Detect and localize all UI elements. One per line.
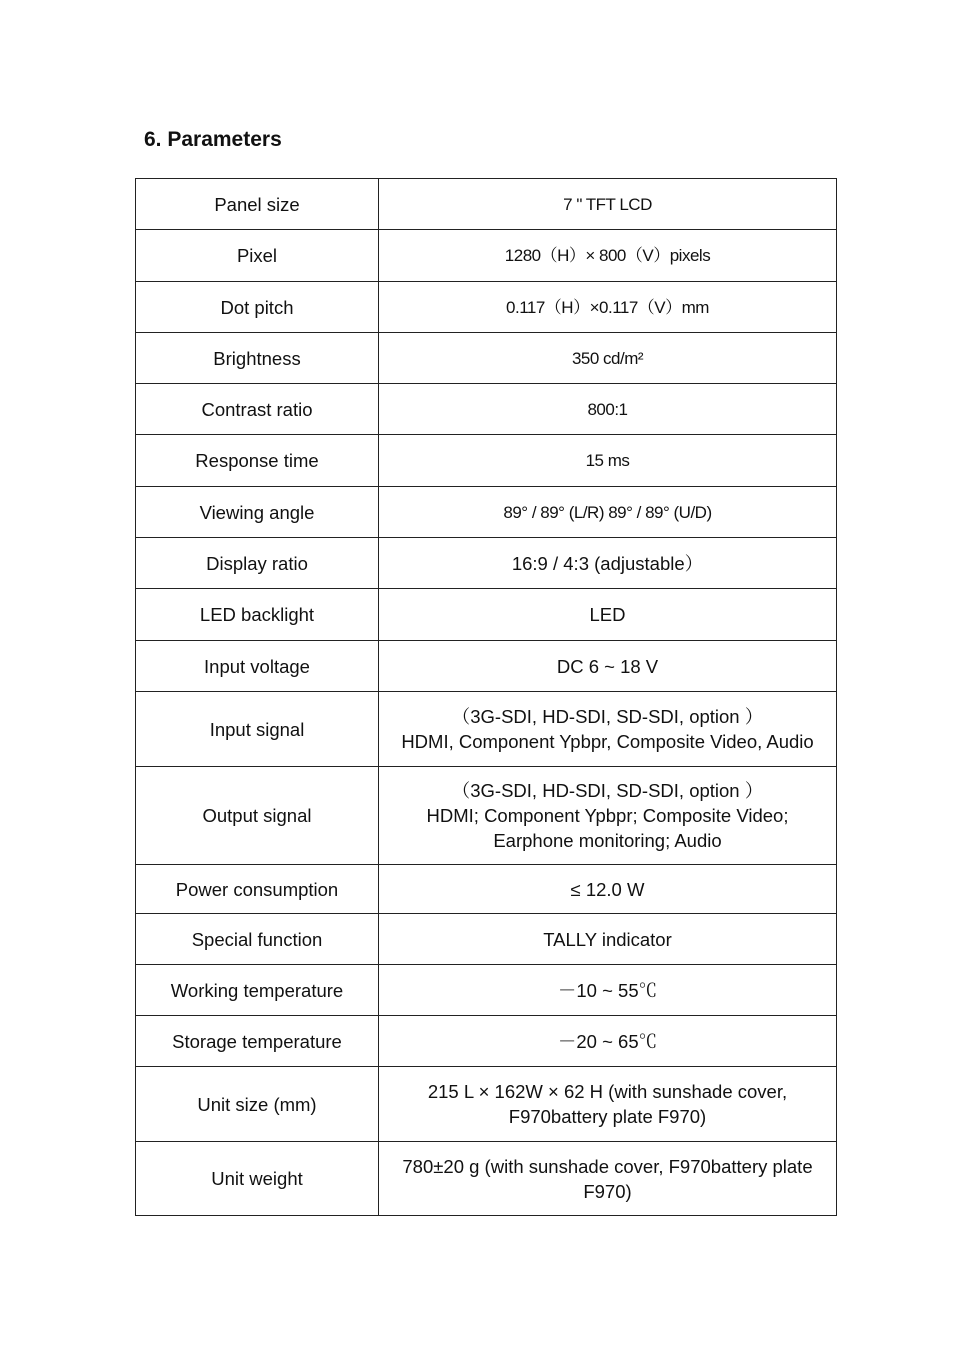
table-row	[136, 179, 837, 230]
parameter-value	[379, 641, 837, 692]
parameter-value-line: 350 cd/m²	[571, 348, 644, 368]
parameter-value	[379, 1142, 837, 1216]
table-row	[136, 641, 837, 692]
parameter-value-line: 215 L × 162W × 62 H (with sunshade cover,	[427, 1081, 788, 1102]
parameter-label: Unit weight	[136, 1142, 379, 1216]
table-row	[136, 1067, 837, 1142]
parameter-label: Display ratio	[136, 538, 379, 589]
parameter-value	[379, 767, 837, 865]
parameter-label: Pixel	[136, 230, 379, 282]
parameter-label: Output signal	[136, 767, 379, 865]
table-row	[136, 282, 837, 333]
parameter-value	[379, 914, 837, 965]
parameter-value	[379, 1067, 837, 1142]
parameter-label: Unit size (mm)	[136, 1067, 379, 1142]
parameter-value-line: F970battery plate F970)	[508, 1106, 707, 1127]
parameter-value-line: 89° / 89° (L/R) 89° / 89° (U/D)	[503, 502, 712, 522]
parameter-value	[379, 230, 837, 282]
table-row	[136, 1142, 837, 1216]
parameter-value	[379, 179, 837, 230]
parameters-table	[135, 178, 837, 1216]
parameter-label: Dot pitch	[136, 282, 379, 333]
parameter-value-line: 0.117（H）×0.117（V）mm	[506, 297, 709, 317]
parameter-value	[379, 538, 837, 589]
parameter-label: Input voltage	[136, 641, 379, 692]
parameter-label: Power consumption	[136, 865, 379, 914]
table-row	[136, 965, 837, 1016]
parameter-label: Brightness	[136, 333, 379, 384]
parameter-value-line: （3G-SDI, HD-SDI, SD-SDI, option ）	[451, 706, 764, 727]
parameter-value-line: －10 ~ 55℃	[557, 979, 658, 1001]
parameter-value-line: DC 6 ~ 18 V	[556, 655, 659, 677]
parameters-table-body	[136, 179, 837, 1216]
parameter-value	[379, 965, 837, 1016]
parameter-label: Input signal	[136, 692, 379, 767]
parameter-value-line: F970)	[583, 1180, 632, 1202]
table-row	[136, 865, 837, 914]
parameter-value-line: ≤ 12.0 W	[570, 878, 645, 900]
table-row	[136, 333, 837, 384]
parameter-value	[379, 333, 837, 384]
parameter-value-line: HDMI, Component Ypbpr, Composite Video, Audio	[401, 731, 814, 752]
parameter-value-line: －20 ~ 65℃	[557, 1030, 658, 1052]
table-row	[136, 230, 837, 282]
parameter-value-line: HDMI; Component Ypbpr; Composite Video;	[426, 805, 789, 826]
parameter-label: Panel size	[136, 179, 379, 230]
page-title: 6. Parameters	[144, 128, 282, 151]
table-row	[136, 538, 837, 589]
parameter-value	[379, 384, 837, 435]
parameter-value	[379, 589, 837, 641]
parameter-value	[379, 487, 837, 538]
parameter-value	[379, 1016, 837, 1067]
parameter-value	[379, 865, 837, 914]
parameter-value	[379, 435, 837, 487]
parameter-label: Special function	[136, 914, 379, 965]
parameter-label: Working temperature	[136, 965, 379, 1016]
table-row	[136, 1016, 837, 1067]
table-row	[136, 767, 837, 865]
parameter-value-line: LED	[589, 604, 626, 625]
parameter-value-line: 15 ms	[585, 451, 630, 470]
table-row	[136, 487, 837, 538]
parameter-value-line: 16:9 / 4:3 (adjustable）	[511, 552, 704, 574]
parameter-value-line: TALLY indicator	[543, 928, 672, 950]
parameter-label: Response time	[136, 435, 379, 487]
parameter-value-line: 7 " TFT LCD	[563, 194, 652, 214]
parameter-value-line: Earphone monitoring; Audio	[493, 830, 722, 851]
table-row	[136, 435, 837, 487]
table-row	[136, 692, 837, 767]
parameter-label: Storage temperature	[136, 1016, 379, 1067]
parameter-value	[379, 692, 837, 767]
parameter-value-line: 1280（H）× 800（V）pixels	[504, 246, 711, 265]
parameter-value-line: 780±20 g (with sunshade cover, F970battery plate	[402, 1155, 813, 1177]
parameter-value-line: （3G-SDI, HD-SDI, SD-SDI, option ）	[451, 780, 764, 801]
table-row	[136, 914, 837, 965]
parameter-label: Viewing angle	[136, 487, 379, 538]
table-row	[136, 384, 837, 435]
parameter-value-line: 800:1	[587, 399, 628, 419]
parameter-value	[379, 282, 837, 333]
parameter-label: LED backlight	[136, 589, 379, 641]
table-row	[136, 589, 837, 641]
parameter-label: Contrast ratio	[136, 384, 379, 435]
